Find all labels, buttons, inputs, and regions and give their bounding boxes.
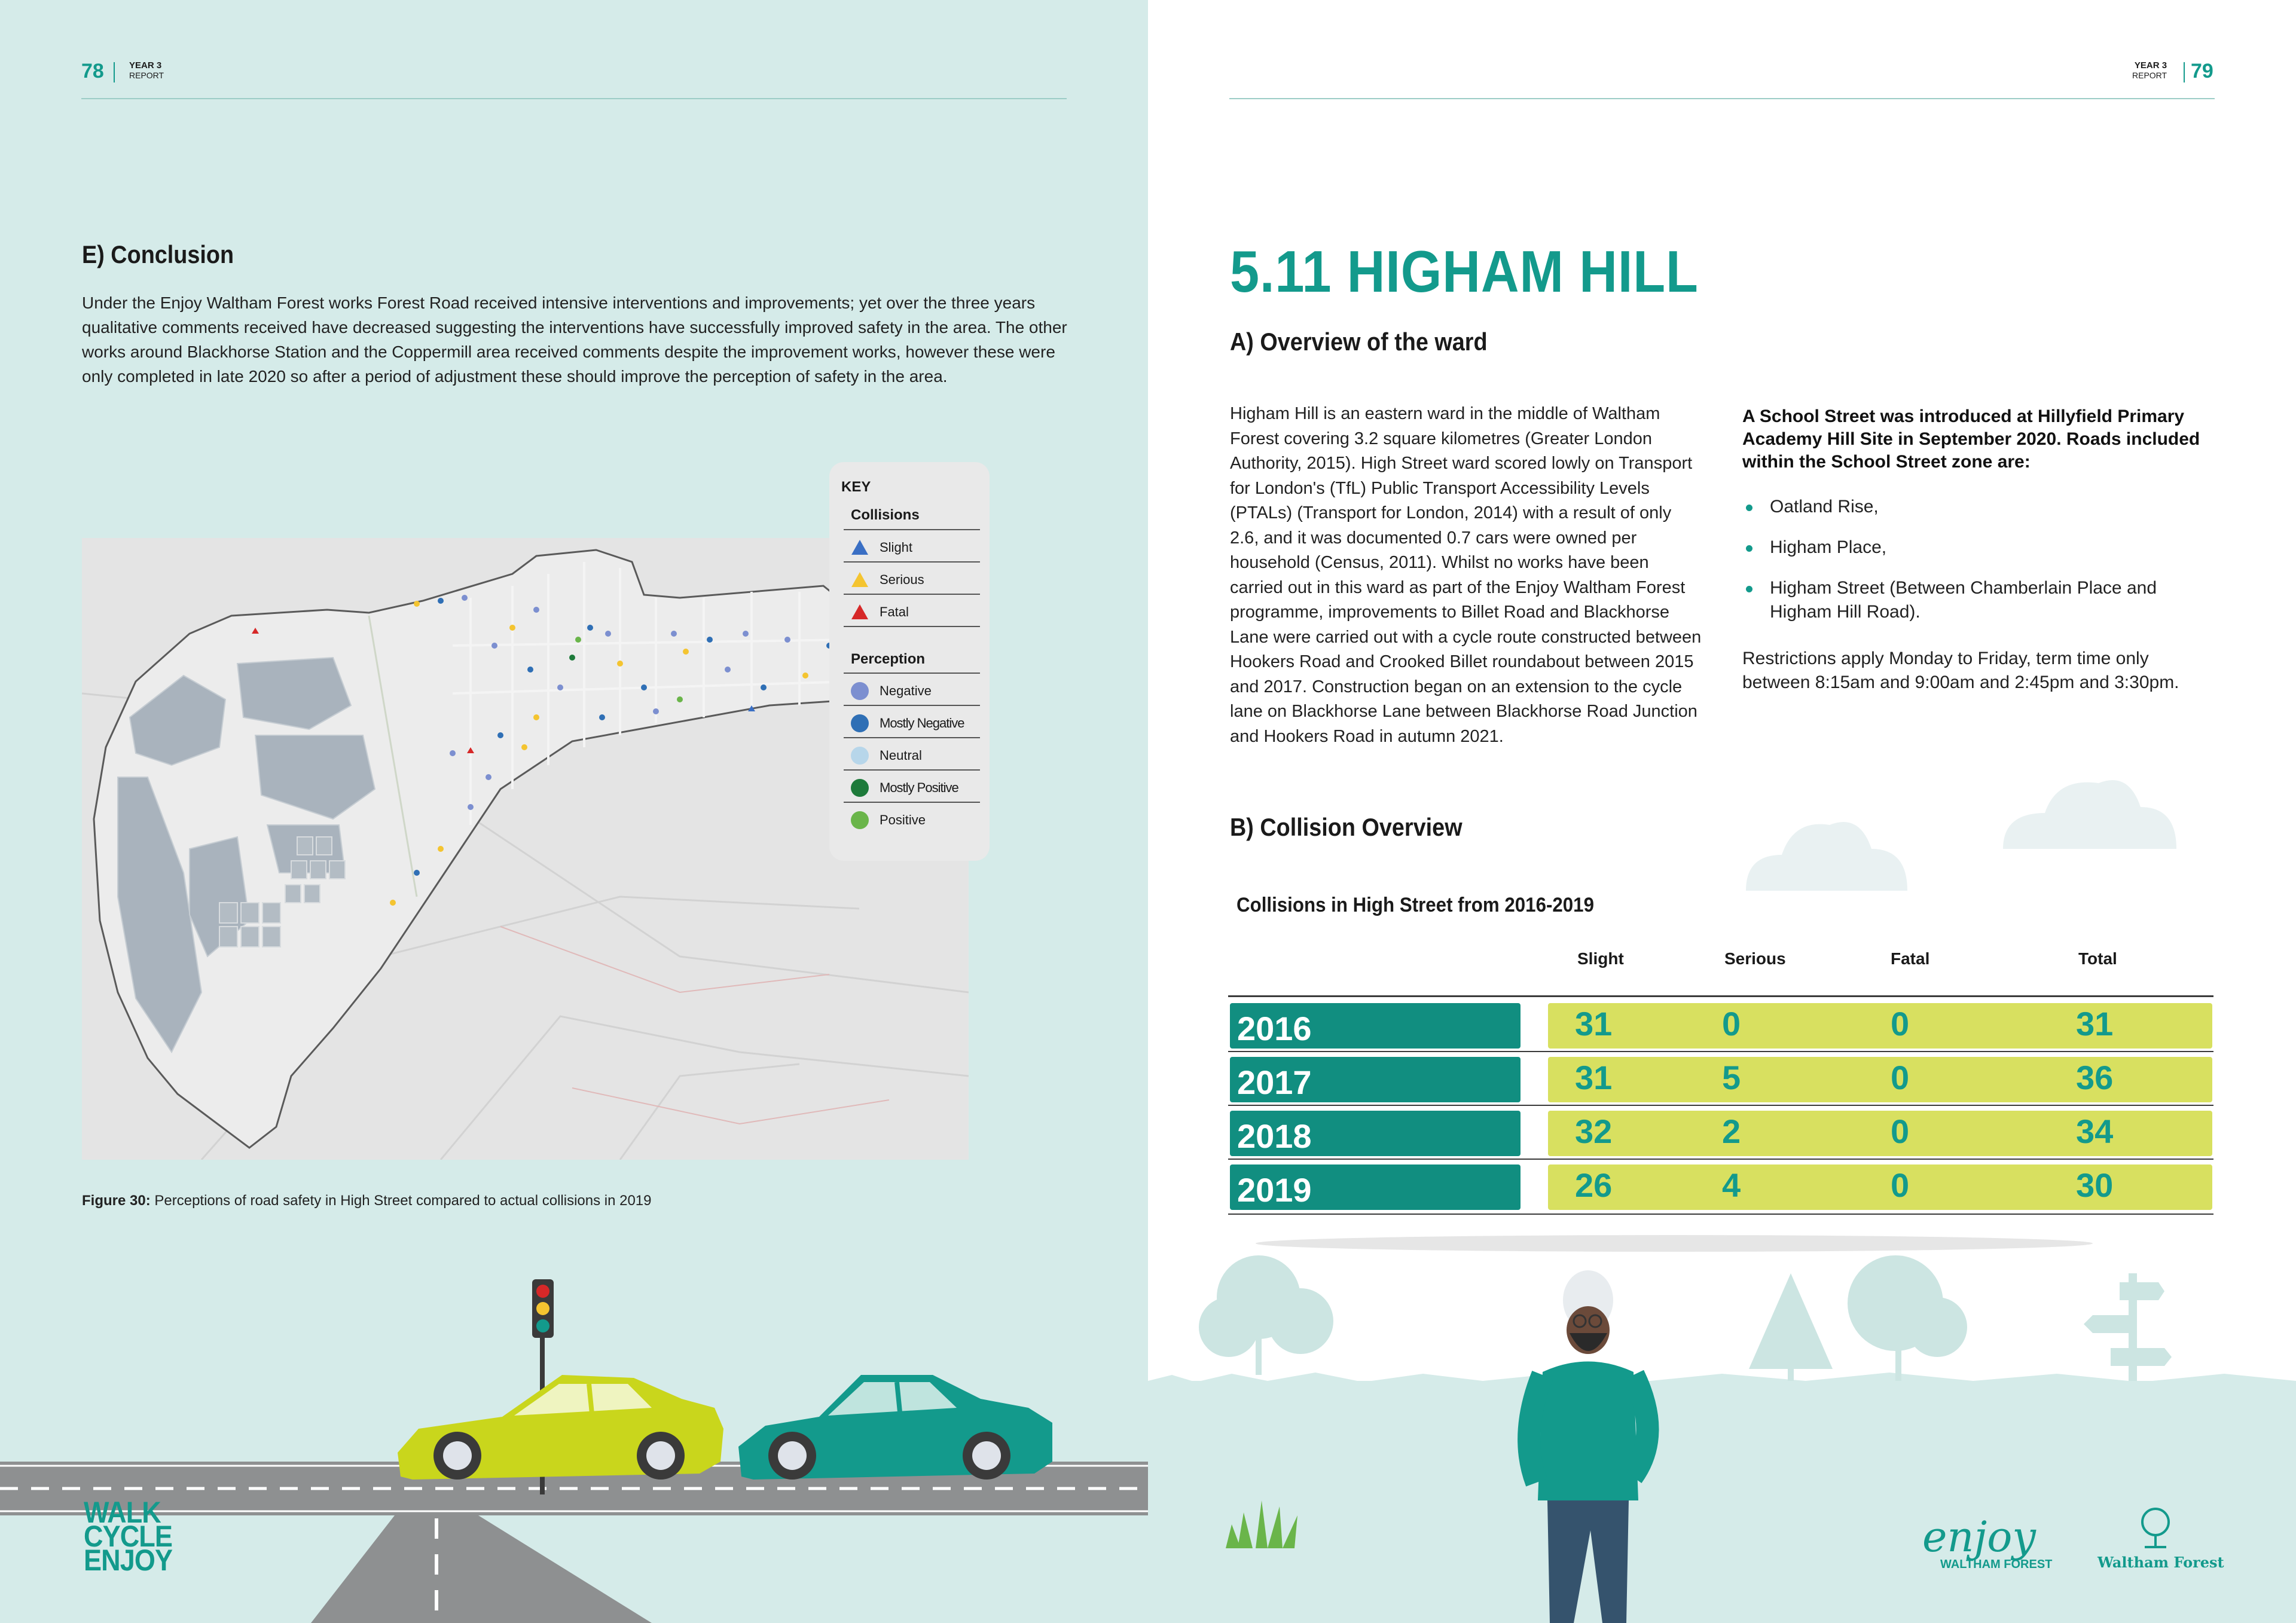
perception-heading: Perception [851,651,926,667]
clouds-illustration [1734,741,2224,903]
cell-serious: 4 [1722,1166,1741,1204]
column-header-slight: Slight [1577,949,1624,968]
figure-caption [82,1193,652,1209]
cell-serious: 0 [1722,1005,1741,1043]
table-title: Collisions in High Street from 2016-2019 [1236,894,1594,916]
column-header-fatal: Fatal [1891,949,1930,968]
list-item: Oatland Rise, [1742,495,2209,519]
circle-icon [850,745,870,766]
key-label: Mostly Negative [880,716,964,730]
logo-line-walk: WALK [84,1496,161,1529]
tree-icon [2132,1506,2179,1548]
cell-total: 31 [2076,1005,2114,1043]
key-label: Negative [880,683,932,698]
logo-line-cycle: CYCLE [84,1520,173,1553]
key-row-serious [844,563,980,595]
year-label: YEAR 3 [129,60,162,71]
cell-total: 34 [2076,1112,2114,1150]
key-label: Slight [880,540,913,555]
column-header-total: Total [2078,949,2117,968]
cell-fatal: 0 [1891,1059,1910,1096]
overview-heading: A) Overview of the ward [1230,328,1488,356]
waltham-forest-logo: Waltham Forest [2097,1554,2224,1571]
table-row-year: 2016 [1230,1003,1521,1049]
header-rule [81,98,1067,99]
figure-caption-text: Perceptions of road safety in High Street compared to actual collisions in 2019 [154,1193,652,1209]
teal-car [738,1375,1052,1480]
circle-icon [850,681,870,701]
cell-fatal: 0 [1891,1166,1910,1204]
header-divider [114,62,115,82]
cell-total: 36 [2076,1059,2114,1096]
triangle-icon [850,602,870,622]
key-row-mostly-positive [844,771,980,803]
key-row-mostly-negative [844,706,980,738]
enjoy-logo: enjoy [1922,1512,2036,1561]
table-row-year: 2018 [1230,1111,1521,1156]
yellow-car [398,1375,723,1480]
cell-fatal: 0 [1891,1112,1910,1150]
collisions-heading: Collisions [851,507,920,523]
list-item: Higham Street (Between Chamberlain Place and Higham Hill Road). [1742,576,2209,624]
key-label: Serious [880,572,924,587]
conclusion-heading: E) Conclusion [82,240,234,268]
year-report-label [129,61,164,80]
report-label: REPORT [129,71,164,80]
key-row-positive [844,803,980,835]
page-number: 79 [2191,60,2213,82]
circle-icon [850,778,870,798]
key-label: Fatal [880,604,909,619]
overview-text: Higham Hill is an eastern ward in the middle of Waltham Forest covering 3.2 square kilometres (Greater London Authority, 2015). High Street ward scored lowly on Transport for London's (TfL) Public Transport Accessibility Levels (PTALs) (Transport for London, 2014) with a result of only 2.6, and it was documented 0.7 cars were owned per household (Census, 2011). Whilst no works have been carried out in this ward as part of the Enjoy Waltham Forest programme, improvements to Billet Road and Blackhorse Lane were carried out with a cycle route constructed between Hookers Road and Crooked Billet roundabout between 2015 and 2017. Construction began on an extension to the cycle lane on Blackhorse Lane between Blackhorse Road Junction and Hookers Road in autumn 2021. [1230,404,1702,746]
enjoy-logo-subtitle: WALTHAM FOREST [1940,1558,2053,1571]
key-title: KEY [841,479,871,495]
year-label: YEAR 3 [2134,60,2167,71]
key-row-fatal [844,595,980,627]
header-rule [1229,98,2215,99]
cell-serious: 2 [1722,1112,1741,1150]
table-rule [1228,995,2213,997]
logo-line-enjoy: ENJOY [84,1543,173,1577]
report-label: REPORT [2132,71,2167,80]
cell-slight: 31 [1575,1059,1613,1096]
key-row-neutral [844,738,980,771]
key-label: Mostly Positive [880,780,958,795]
restrictions-text: Restrictions apply Monday to Friday, term time only between 8:15am and 9:00am and 2:45pm and 3:30pm. [1742,649,2179,692]
map-key [829,462,990,861]
table-row-year: 2017 [1230,1057,1521,1102]
year-report-label-right [2132,61,2167,80]
circle-icon [850,713,870,733]
cell-slight: 32 [1575,1112,1613,1150]
table-rule [1228,1051,2213,1052]
page-title: 5.11 HIGHAM HILL [1230,239,1699,304]
table-rule [1228,1214,2213,1215]
walk-cycle-enjoy-logo [84,1496,173,1577]
triangle-icon [850,537,870,558]
column-header-serious: Serious [1724,949,1786,968]
collision-overview-heading: B) Collision Overview [1230,813,1463,841]
key-row-slight [844,530,980,563]
school-street-roads [1742,495,2209,641]
figure-caption-label: Figure 30: [82,1193,151,1209]
table-row-year: 2019 [1230,1164,1521,1210]
triangle-icon [850,570,870,590]
table-rule [1228,1159,2213,1160]
header-divider [2184,62,2185,82]
cell-slight: 31 [1575,1005,1613,1043]
key-label: Positive [880,812,926,827]
cell-serious: 5 [1722,1059,1741,1096]
school-street-heading: A School Street was introduced at Hillyfield Primary Academy Hill Site in September 2020. Roads included within the School Street zone are: [1742,406,2200,472]
table-rule [1228,1105,2213,1106]
key-row-negative [844,674,980,706]
key-label: Neutral [880,748,922,763]
circle-icon [850,810,870,830]
list-item: Higham Place, [1742,536,2209,560]
page-number: 78 [81,60,104,82]
cell-total: 30 [2076,1166,2114,1204]
cell-slight: 26 [1575,1166,1613,1204]
conclusion-text: Under the Enjoy Waltham Forest works Forest Road received intensive interventions and improvements; yet over the three years qualitative comments received have decreased suggesting the interventions have successfully improved safety in the area. The other works around Blackhorse Station and the Coppermill area received comments despite the improvement works, however these were only completed in late 2020 so after a period of adjustment these should improve the perception of safety in the area. [82,294,1067,386]
cell-fatal: 0 [1891,1005,1910,1043]
